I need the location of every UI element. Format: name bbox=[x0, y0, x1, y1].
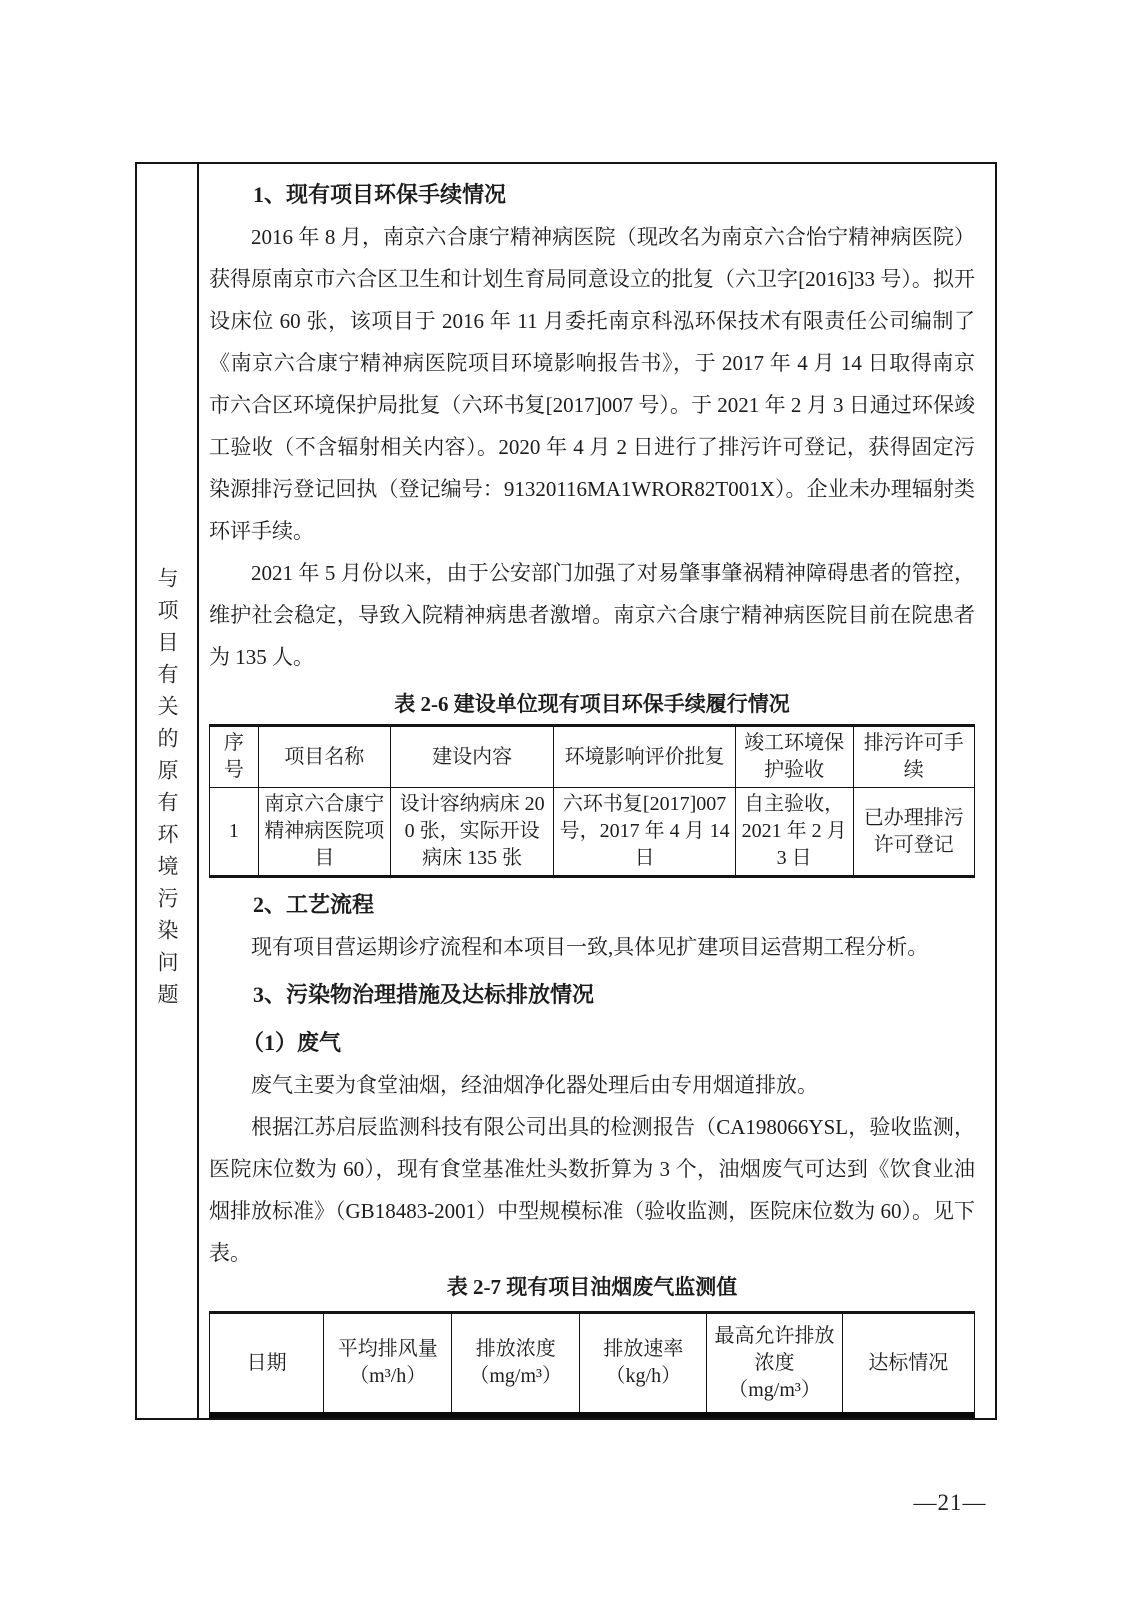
paragraph-monitoring-report: 根据江苏启辰监测科技有限公司出具的检测报告（CA198066YSL，验收监测，医院床位数为 60），现有食堂基准灶头数折算为 3 个，油烟废气可达到《饮食业油烟排放标准》（GB18483-2001）中型规模标准（验收监测，医院床位数为 60）。见下表。 bbox=[209, 1115, 975, 1265]
header-unit: （mg/m³） bbox=[728, 1378, 821, 1401]
paragraph-patient-increase: 2021 年 5 月份以来，由于公安部门加强了对易肇事肇祸精神障碍患者的管控，维护社会稳定，导致入院精神病患者激增。南京六合康宁精神病医院目前在院患者为 135 人。 bbox=[209, 561, 975, 669]
section-heading-process-flow: 2、工艺流程 bbox=[253, 892, 375, 917]
table-header-cell bbox=[452, 1313, 580, 1416]
header-label: 最高允许排放浓度 bbox=[714, 1324, 835, 1374]
sidebar-cell bbox=[137, 164, 199, 1418]
table-cell: 1 bbox=[210, 788, 259, 877]
paragraph-process-flow: 现有项目营运期诊疗流程和本项目一致,具体见扩建项目运营期工程分析。 bbox=[251, 935, 929, 959]
page-number: —21— bbox=[913, 1490, 987, 1515]
table-cell: 六环书复[2017]007 号，2017 年 4 月 14 日 bbox=[554, 788, 735, 877]
header-label: 达标情况 bbox=[868, 1351, 949, 1374]
table-cell: 自主验收，2021 年 2 月 3 日 bbox=[735, 788, 853, 877]
header-label: 平均排风量 bbox=[337, 1338, 438, 1360]
table-header-cell: 环境影响评价批复 bbox=[554, 726, 735, 788]
header-unit: （m³/h） bbox=[349, 1365, 427, 1387]
header-label: 日期 bbox=[246, 1351, 287, 1374]
table-header-cell: 项目名称 bbox=[258, 726, 390, 788]
table-header-cell bbox=[210, 1313, 324, 1416]
table-header-row bbox=[210, 1313, 975, 1416]
table-cell: 设计容纳病床 200 张，实际开设病床 135 张 bbox=[390, 788, 554, 877]
table-2-6 bbox=[209, 724, 975, 878]
header-unit: （kg/h） bbox=[605, 1365, 682, 1387]
table-header-cell bbox=[842, 1313, 974, 1416]
content-frame bbox=[135, 162, 997, 1420]
table-2-6-title: 表 2-6 建设单位现有项目环保手续履行情况 bbox=[394, 692, 790, 716]
table-2-7 bbox=[209, 1311, 975, 1418]
table-header-cell: 竣工环境保护验收 bbox=[735, 726, 853, 788]
table-2-7-block bbox=[209, 1267, 975, 1418]
paragraph-project-history: 2016 年 8 月，南京六合康宁精神病医院（现改名为南京六合怡宁精神病医院）获得原南京市六合区卫生和计划生育局同意设立的批复（六卫字[2016]33 号）。拟开设床位 60 张，该项目于 2016 年 11 月委托南京科泓环保技术有限责任公司编制了《南京六合康宁精神病医院项目环境影响报告书》，于 2017 年 4 月 14 日取得南京市六合区环境保护局批复（六环书复[2017]007 号）。于 2021 年 2 月 3 日通过环保竣工验收（不含辐射相关内容）。2020 年 4 月 2 日进行了排污许可登记，获得固定污染源排污登记回执（登记编号：91320116MA1WROR82T001X）。企业未办理辐射类环评手续。 bbox=[209, 225, 975, 543]
table-cell: 已办理排污许可登记 bbox=[853, 788, 974, 877]
table-row bbox=[210, 788, 975, 877]
table-header-cell bbox=[580, 1313, 707, 1416]
section-heading-pollutant-treatment: 3、污染物治理措施及达标排放情况 bbox=[253, 982, 595, 1007]
table-header-cell: 建设内容 bbox=[390, 726, 554, 788]
section-heading-waste-gas: （1）废气 bbox=[242, 1030, 342, 1055]
table-header-row bbox=[210, 726, 975, 788]
content-cell bbox=[199, 164, 995, 1418]
section-heading-existing-procedures: 1、现有项目环保手续情况 bbox=[253, 182, 507, 207]
paragraph-waste-gas: 废气主要为食堂油烟，经油烟净化器处理后由专用烟道排放。 bbox=[251, 1073, 818, 1097]
header-label: 排放速率 bbox=[603, 1338, 684, 1360]
table-2-7-title: 表 2-7 现有项目油烟废气监测值 bbox=[446, 1275, 738, 1299]
table-header-cell: 排污许可手续 bbox=[853, 726, 974, 788]
sidebar-vertical-label: 与项目有关的原有环境污染问题 bbox=[155, 567, 179, 1015]
table-header-cell: 序号 bbox=[210, 726, 259, 788]
header-unit: （mg/m³） bbox=[469, 1365, 563, 1387]
table-header-cell bbox=[707, 1313, 842, 1416]
table-header-cell bbox=[324, 1313, 452, 1416]
table-cell: 南京六合康宁精神病医院项目 bbox=[258, 788, 390, 877]
header-label: 排放浓度 bbox=[475, 1338, 556, 1360]
